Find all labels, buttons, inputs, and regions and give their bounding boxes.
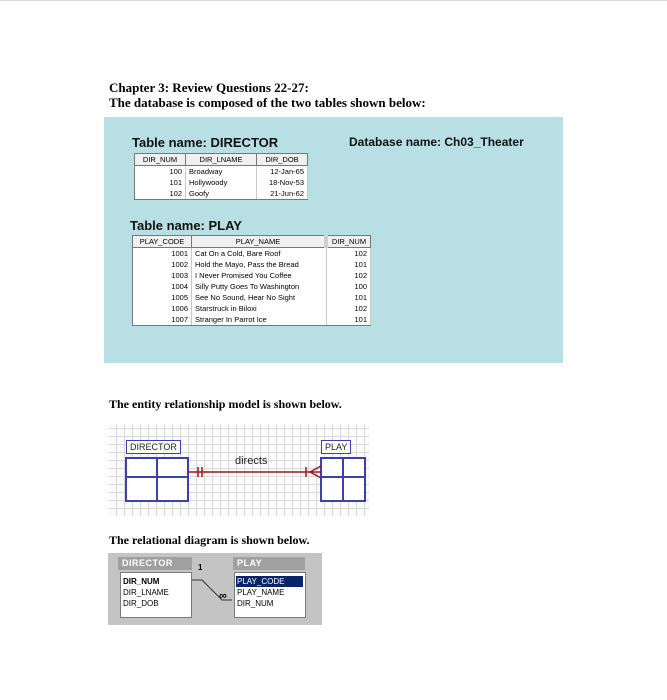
table-cell: 21-Jun-62 (257, 188, 308, 200)
play-table-box (234, 572, 306, 618)
table-row (133, 314, 371, 326)
field-play-name: PLAY_NAME (237, 588, 285, 597)
column-header: DIR_NUM (326, 236, 371, 248)
table-cell: I Never Promised You Coffee (192, 270, 327, 281)
table-row (135, 177, 308, 188)
play-table (132, 235, 371, 326)
column-header: PLAY_NAME (192, 236, 327, 248)
table-cell: 1004 (133, 281, 192, 292)
database-name: Database name: Ch03_Theater (349, 135, 524, 149)
table-cell: 1001 (133, 248, 192, 260)
table-cell: Silly Putty Goes To Washington (192, 281, 327, 292)
director-entity-label: DIRECTOR (126, 440, 181, 454)
relationship-label: directs (235, 455, 268, 467)
table-cell: Broadway (186, 166, 257, 178)
column-header: PLAY_CODE (133, 236, 192, 248)
top-rule (0, 0, 667, 1)
table-row (135, 166, 308, 178)
table-cell: 102 (135, 188, 186, 200)
table-row (133, 281, 371, 292)
table-cell: 102 (326, 303, 371, 314)
table-cell: 101 (135, 177, 186, 188)
table-cell: 1003 (133, 270, 192, 281)
table-row (133, 303, 371, 314)
column-header: DIR_LNAME (186, 154, 257, 166)
table-cell: 1005 (133, 292, 192, 303)
column-header: DIR_NUM (135, 154, 186, 166)
field-dir-num: DIR_NUM (123, 577, 160, 586)
table-cell: Hollywoody (186, 177, 257, 188)
table-row (133, 292, 371, 303)
table-cell: 101 (326, 259, 371, 270)
table-cell: 1007 (133, 314, 192, 326)
erd-diagram (109, 425, 369, 516)
table-cell: 100 (326, 281, 371, 292)
table-cell: Goofy (186, 188, 257, 200)
director-table-box (120, 572, 192, 618)
table-cell: Hold the Mayo, Pass the Bread (192, 259, 327, 270)
intro-text: The database is composed of the two tables shown below: (109, 95, 426, 110)
table-cell: Cat On a Cold, Bare Roof (192, 248, 327, 260)
table-cell: 1006 (133, 303, 192, 314)
relational-caption: The relational diagram is shown below. (109, 533, 310, 547)
erd-caption: The entity relationship model is shown below. (109, 397, 342, 411)
table-cell: 12-Jan-65 (257, 166, 308, 178)
table-row (133, 259, 371, 270)
table-cell: See No Sound, Hear No Sight (192, 292, 327, 303)
table-row (135, 188, 308, 200)
erd-canvas (109, 425, 369, 516)
field-dir-lname: DIR_LNAME (123, 588, 169, 597)
play-entity (321, 458, 365, 501)
director-table-title: Table name: DIRECTOR (132, 135, 279, 150)
relational-diagram (108, 553, 322, 625)
field-dir-dob: DIR_DOB (123, 599, 159, 608)
play-table-title: Table name: PLAY (130, 218, 242, 233)
table-row (133, 248, 371, 260)
many-symbol: ∞ (219, 590, 227, 602)
database-panel (104, 117, 563, 363)
director-table (134, 153, 308, 200)
table-cell: 102 (326, 270, 371, 281)
chapter-heading: Chapter 3: Review Questions 22-27: (109, 80, 309, 95)
field-play-code: PLAY_CODE (236, 576, 303, 587)
director-table-header: DIRECTOR (118, 557, 192, 570)
one-symbol: 1 (198, 563, 203, 572)
director-entity (126, 458, 188, 501)
play-table-header: PLAY (233, 557, 305, 570)
column-header: DIR_DOB (257, 154, 308, 166)
field-play-dir-num: DIR_NUM (237, 599, 274, 608)
table-cell: 101 (326, 292, 371, 303)
table-row (133, 270, 371, 281)
table-cell: Starstruck in Biloxi (192, 303, 327, 314)
relationship-line (188, 466, 321, 478)
table-cell: 102 (326, 248, 371, 260)
table-cell: Stranger In Parrot Ice (192, 314, 327, 326)
play-entity-label: PLAY (321, 440, 351, 454)
table-cell: 18-Nov-53 (257, 177, 308, 188)
table-cell: 100 (135, 166, 186, 178)
table-cell: 101 (326, 314, 371, 326)
table-cell: 1002 (133, 259, 192, 270)
